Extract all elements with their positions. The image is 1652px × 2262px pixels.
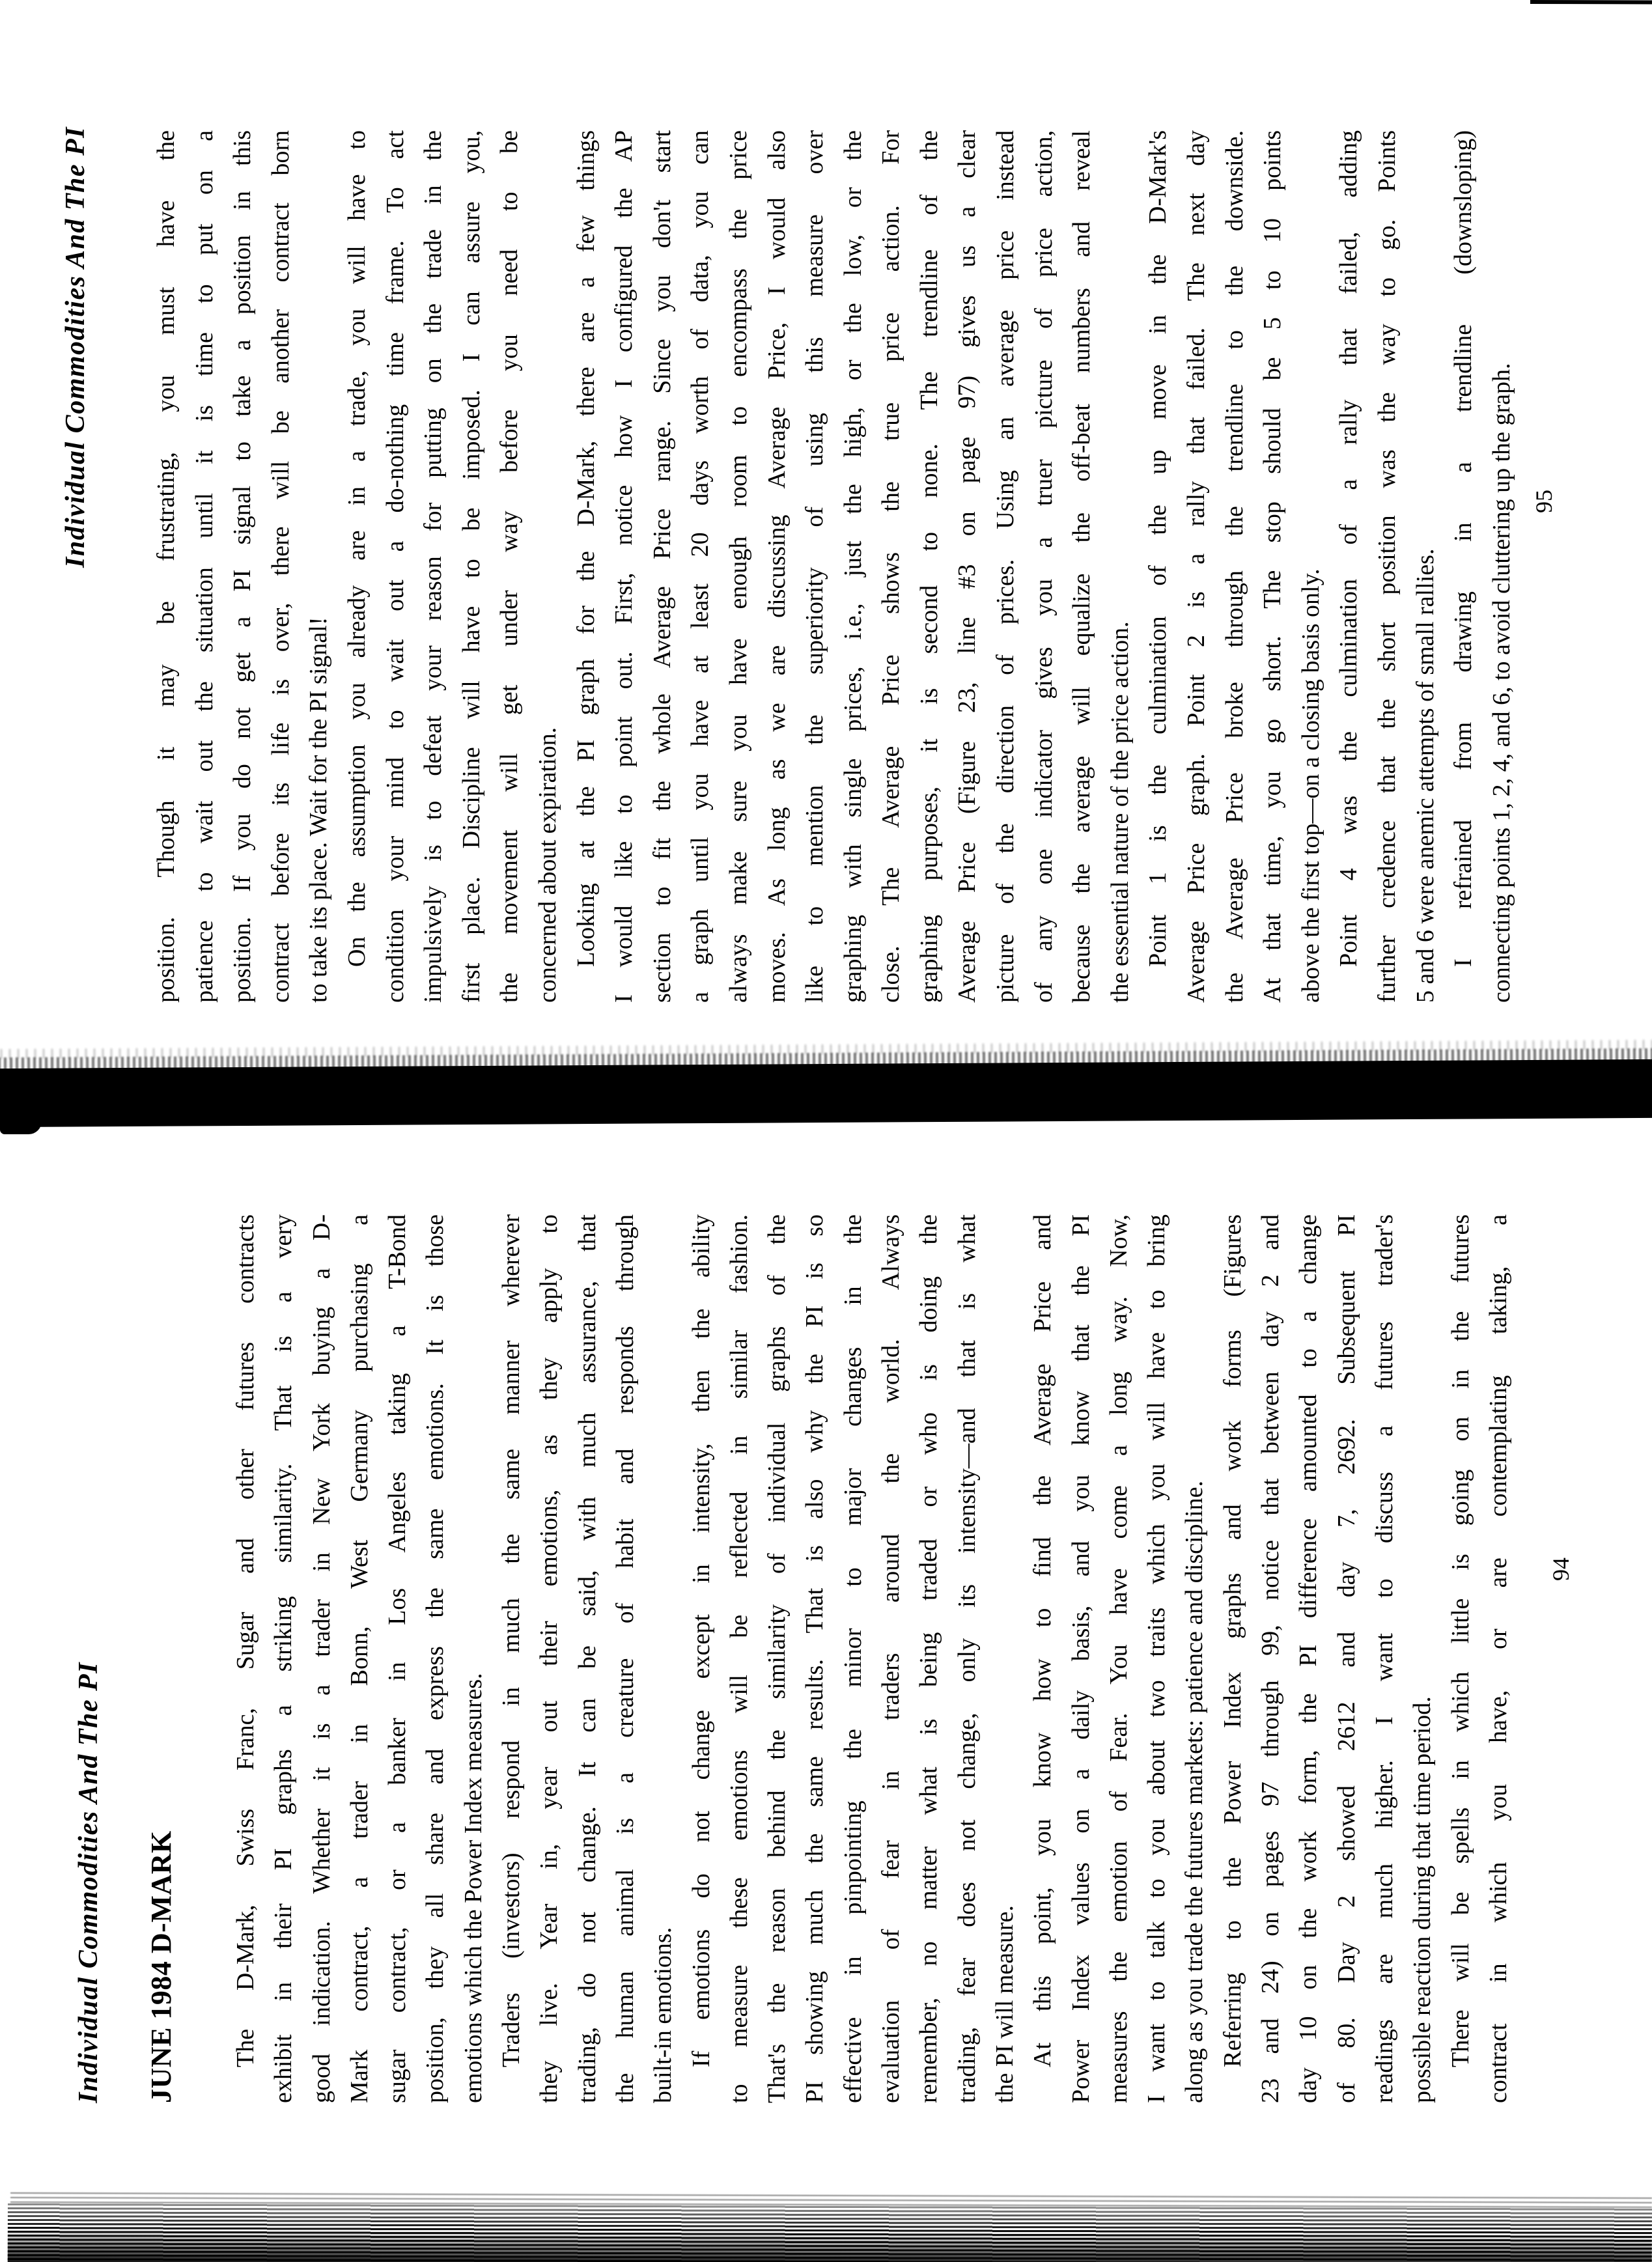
text-line: trading, fear does not change, only its intensity—and that is what (953, 1214, 981, 2103)
text-line: along as you trade the futures markets: patience and discipline. (1181, 1480, 1209, 2103)
text-line: Average Price graph. Point 2 is a rally that failed. The next day (1183, 130, 1211, 1003)
text-line: Point 4 was the culmination of a rally that failed, adding (1335, 130, 1363, 967)
text-line: the movement will get under way before you need to be (496, 130, 524, 1003)
text-line: emotions which the Power Index measures. (459, 1673, 487, 2103)
text-line: exhibit in their PI graphs a striking similarity. That is a very (270, 1214, 298, 2103)
text-line: they live. Year in, year out their emotions, as they apply to (535, 1214, 563, 2103)
bottom-page-edges-band (8, 2203, 1652, 2262)
text-line: contract before its life is over, there will be another contract born (266, 130, 294, 1003)
text-line: Point 1 is the culmination of the up move in the D-Mark's (1144, 130, 1172, 967)
text-line: That's the reason behind the similarity of individual graphs of the (763, 1214, 791, 2103)
text-line: At that time, you go short. The stop should be 5 to 10 points (1259, 130, 1287, 1003)
page-94 (0, 1131, 1652, 2262)
text-line: I refrained from drawing in a trendline (downsloping) (1449, 130, 1477, 967)
text-line: readings are much higher. I want to discuss a futures trader's (1370, 1214, 1398, 2103)
text-line: possible reaction during that time period. (1408, 1696, 1436, 2103)
text-line: graphing with single prices, i.e., just the high, or the low, or the (839, 130, 867, 1003)
text-line: position, they all share and express the same emotions. It is those (421, 1214, 449, 2103)
text-line: concerned about expiration. (533, 727, 561, 1003)
text-line: the human animal is a creature of habit and responds through (611, 1214, 639, 2103)
text-line: position. Though it may be frustrating, you must have the (152, 130, 180, 1003)
gutter-shadow-tail (0, 1121, 42, 1134)
text-line: built-in emotions. (649, 1927, 677, 2103)
text-line: first place. Discipline will have to be imposed. I can assure you, (457, 130, 485, 1003)
text-line: position. If you do not get a PI signal to take a position in this (229, 130, 257, 1003)
text-line: patience to wait out the situation until it is time to put on a (190, 130, 218, 1003)
text-line: Referring to the Power Index graphs and work forms (Figures (1218, 1214, 1246, 2067)
text-line: sugar contract, or a banker in Los Angeles taking a T-Bond (384, 1214, 412, 2103)
text-line: good indication. Whether it is a trader in New York buying a D- (307, 1214, 335, 2103)
text-line: because the average will equalize the off-beat numbers and reveal (1068, 130, 1096, 1003)
text-line: Average Price (Figure 23, line #3 on page 97) gives us a clear (953, 130, 981, 1003)
text-line: the PI will measure. (990, 1905, 1018, 2103)
text-line: picture of the direction of prices. Using an average price instead (992, 130, 1020, 1003)
text-line: I want to talk to you about two traits which you will have to bring (1143, 1214, 1171, 2103)
text-line: contract in which you have, or are contemplating taking, a (1484, 1214, 1512, 2103)
text-line: to measure these emotions will be reflected in similar fashion. (725, 1214, 753, 2103)
text-line: like to mention the superiority of using this measure over (801, 130, 829, 1003)
text-line: remember, no matter what is being traded or who is doing the (915, 1214, 943, 2103)
text-line: 5 and 6 were anemic attempts of small rallies. (1411, 548, 1439, 1003)
text-line: above the first top—on a closing basis only. (1296, 568, 1324, 1003)
section-heading: JUNE 1984 D-MARK (145, 1830, 177, 2103)
text-line: measures the emotion of Fear. You have come a long way. Now, (1104, 1214, 1132, 2103)
text-line: impulsively is to defeat your reason for putting on the trade in the (419, 130, 447, 1003)
top-edge-sliver (1530, 0, 1652, 4)
text-line: At this point, you know how to find the Average Price and (1029, 1214, 1057, 2067)
text-line: There will be spells in which little is going on in the futures (1446, 1214, 1474, 2067)
text-line: a graph until you have at least 20 days worth of data, you can (686, 130, 714, 1003)
text-line: to take its place. Wait for the PI signal! (305, 617, 333, 1003)
page-number: 94 (1548, 1557, 1574, 1581)
text-line: PI showing much the same results. That is also why the PI is so (801, 1214, 829, 2103)
running-head: Individual Commodities And The PI (74, 1661, 104, 2103)
text-line: I would like to point out. First, notice how I configured the AP (610, 130, 638, 1003)
text-line: moves. As long as we are discussing Average Price, I would also (763, 130, 791, 1003)
text-line: the Average Price broke through the trendline to the downside. (1220, 130, 1248, 1003)
text-line: day 10 on the work form, the PI difference amounted to a change (1295, 1214, 1323, 2103)
text-line: Looking at the PI graph for the D-Mark, there are a few things (572, 130, 600, 967)
page-number: 95 (1531, 490, 1557, 513)
text-line: graphing purposes, it is second to none. The trendline of the (915, 130, 943, 1003)
text-line: evaluation of fear in traders around the world. Always (877, 1214, 905, 2103)
text-line: 23 and 24) on pages 97 through 99, notice that between day 2 and (1257, 1214, 1285, 2103)
body-text (227, 1214, 1517, 2103)
text-line: connecting points 1, 2, 4, and 6, to avoid cluttering up the graph. (1487, 363, 1515, 1003)
text-line: trading, do not change. It can be said, with much assurance, that (573, 1214, 601, 2103)
text-line: Traders (investors) respond in much the same manner wherever (497, 1214, 525, 2067)
text-line: On the assumption you already are in a trade, you will have to (343, 130, 371, 967)
text-line: effective in pinpointing the minor to major changes in the (839, 1214, 867, 2103)
text-line: section to fit the whole Average Price range. Since you don't start (648, 130, 676, 1003)
text-line: condition your mind to wait out a do-nothing time frame. To act (381, 130, 409, 1003)
text-line: further credence that the short position was the way to go. Points (1373, 130, 1401, 1003)
running-head: Individual Commodities And The PI (61, 126, 91, 568)
text-line: The D-Mark, Swiss Franc, Sugar and other futures contracts (232, 1214, 259, 2067)
text-line: of any one indicator gives you a truer picture of price action, (1029, 130, 1057, 1003)
body-text (147, 130, 1520, 1003)
text-line: of 80. Day 2 showed 2612 and day 7, 2692. Subsequent PI (1332, 1214, 1360, 2103)
text-line: the essential nature of the price action. (1106, 621, 1134, 1003)
text-line: always make sure you have enough room to encompass the price (724, 130, 752, 1003)
text-line: close. The Average Price shows the true price action. For (877, 130, 905, 1003)
text-line: If emotions do not change except in intensity, then the ability (687, 1214, 715, 2067)
gutter-shadow-band (0, 1059, 1652, 1127)
text-line: Mark contract, a trader in Bonn, West Germany purchasing a (345, 1214, 373, 2103)
text-line: Power Index values on a daily basis, and you know that the PI (1067, 1214, 1095, 2103)
